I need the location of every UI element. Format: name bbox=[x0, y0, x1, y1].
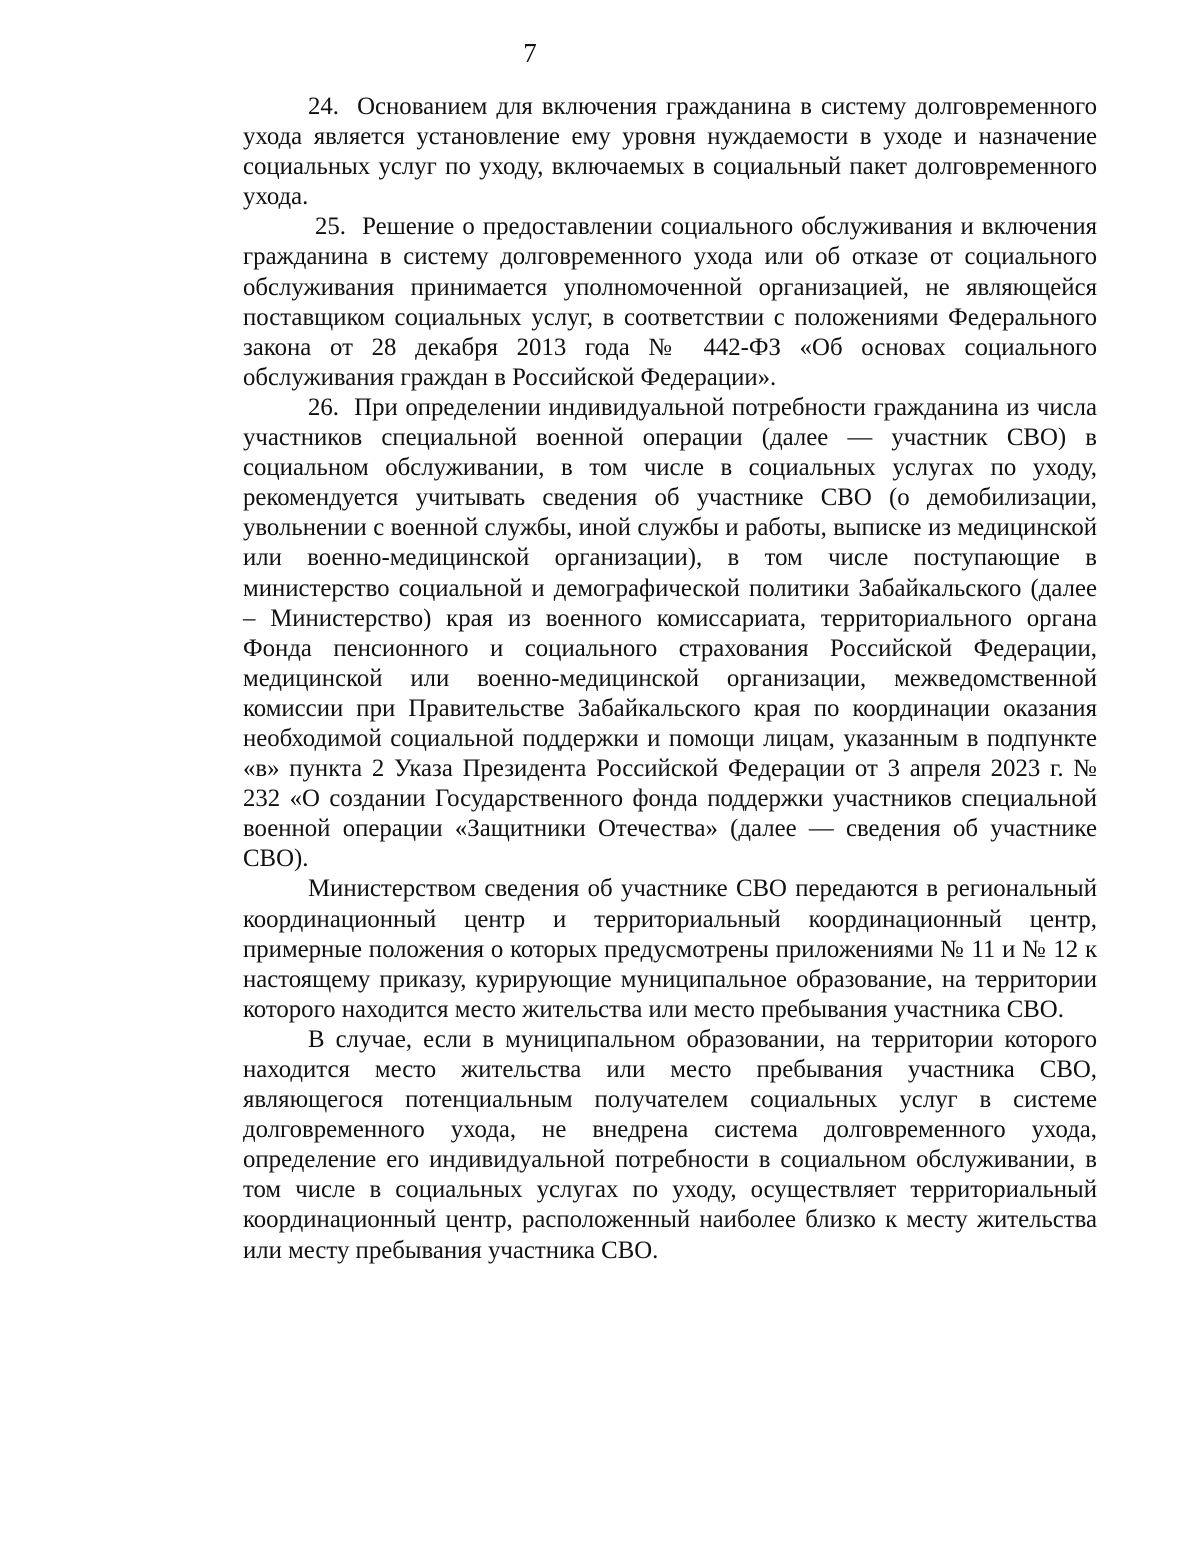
paragraph-ministry-transfer: Министерством сведения об участнике СВО передаются в региональный координационный центр и территориальный координационный центр, примерные положения о которых предусмотрены приложениями № 11 и № 12 к настоящему приказу, курирующие муниципальное образование, на территории которого находится место жительства или место пребывания участника СВО. bbox=[243, 875, 1097, 1023]
paragraph-26: 26. При определении индивидуальной потребности гражданина из числа участников специальной военной операции (далее — участник СВО) в социальном обслуживании, в том числе в социальных услугах по уходу, рекомендуется учитывать сведения об участнике СВО (о демобилизации, увольнении с военной службы, иной службы и работы, выписке из медицинской или военно-медицинской организации), в том числе поступающие в министерство социальной и демографической политики Забайкальского (далее – Министерство) края из военного комиссариата, территориального органа Фонда пенсионного и социального страхования Российской Федерации, медицинской или военно-медицинской организации, межведомственной комиссии при Правительстве Забайкальского края по координации оказания необходимой социальной поддержки и помощи лицам, указанным в подпункте «в» пункта 2 Указа Президента Российской Федерации от 3 апреля 2023 г. № 232 «О создании Государственного фонда поддержки участников специальной военной операции «Защитники Отечества» (далее — сведения об участнике СВО). bbox=[243, 393, 1097, 873]
paragraph-territorial-center: В случае, если в муниципальном образовании, на территории которого находится место жительства или место пребывания участника СВО, являющегося потенциальным получателем социальных услуг в системе долговременного ухода, не внедрена система долговременного ухода, определение его индивидуальной потребности в социальном обслуживании, в том числе в социальных услугах по уходу, осуществляет территориальный координационный центр, расположенный наиболее близко к месту жительства или месту пребывания участника СВО. bbox=[243, 1025, 1097, 1264]
paragraph-25: 25. Решение о предоставлении социального обслуживания и включения гражданина в систему долговременного ухода или об отказе от социального обслуживания принимается уполномоченной организацией, не являющейся поставщиком социальных услуг, в соответствии с положениями Федерального закона от 28 декабря 2013 года № 442-ФЗ «Об основах социального обслуживания граждан в Российской Федерации». bbox=[243, 213, 1097, 391]
paragraph-24: 24. Основанием для включения гражданина в систему долговременного ухода является установление ему уровня нуждаемости в уходе и назначение социальных услуг по уходу, включаемых в социальный пакет долговременного ухода. bbox=[243, 93, 1097, 211]
page-number: 7 bbox=[523, 38, 537, 68]
document-body bbox=[243, 92, 1097, 1266]
